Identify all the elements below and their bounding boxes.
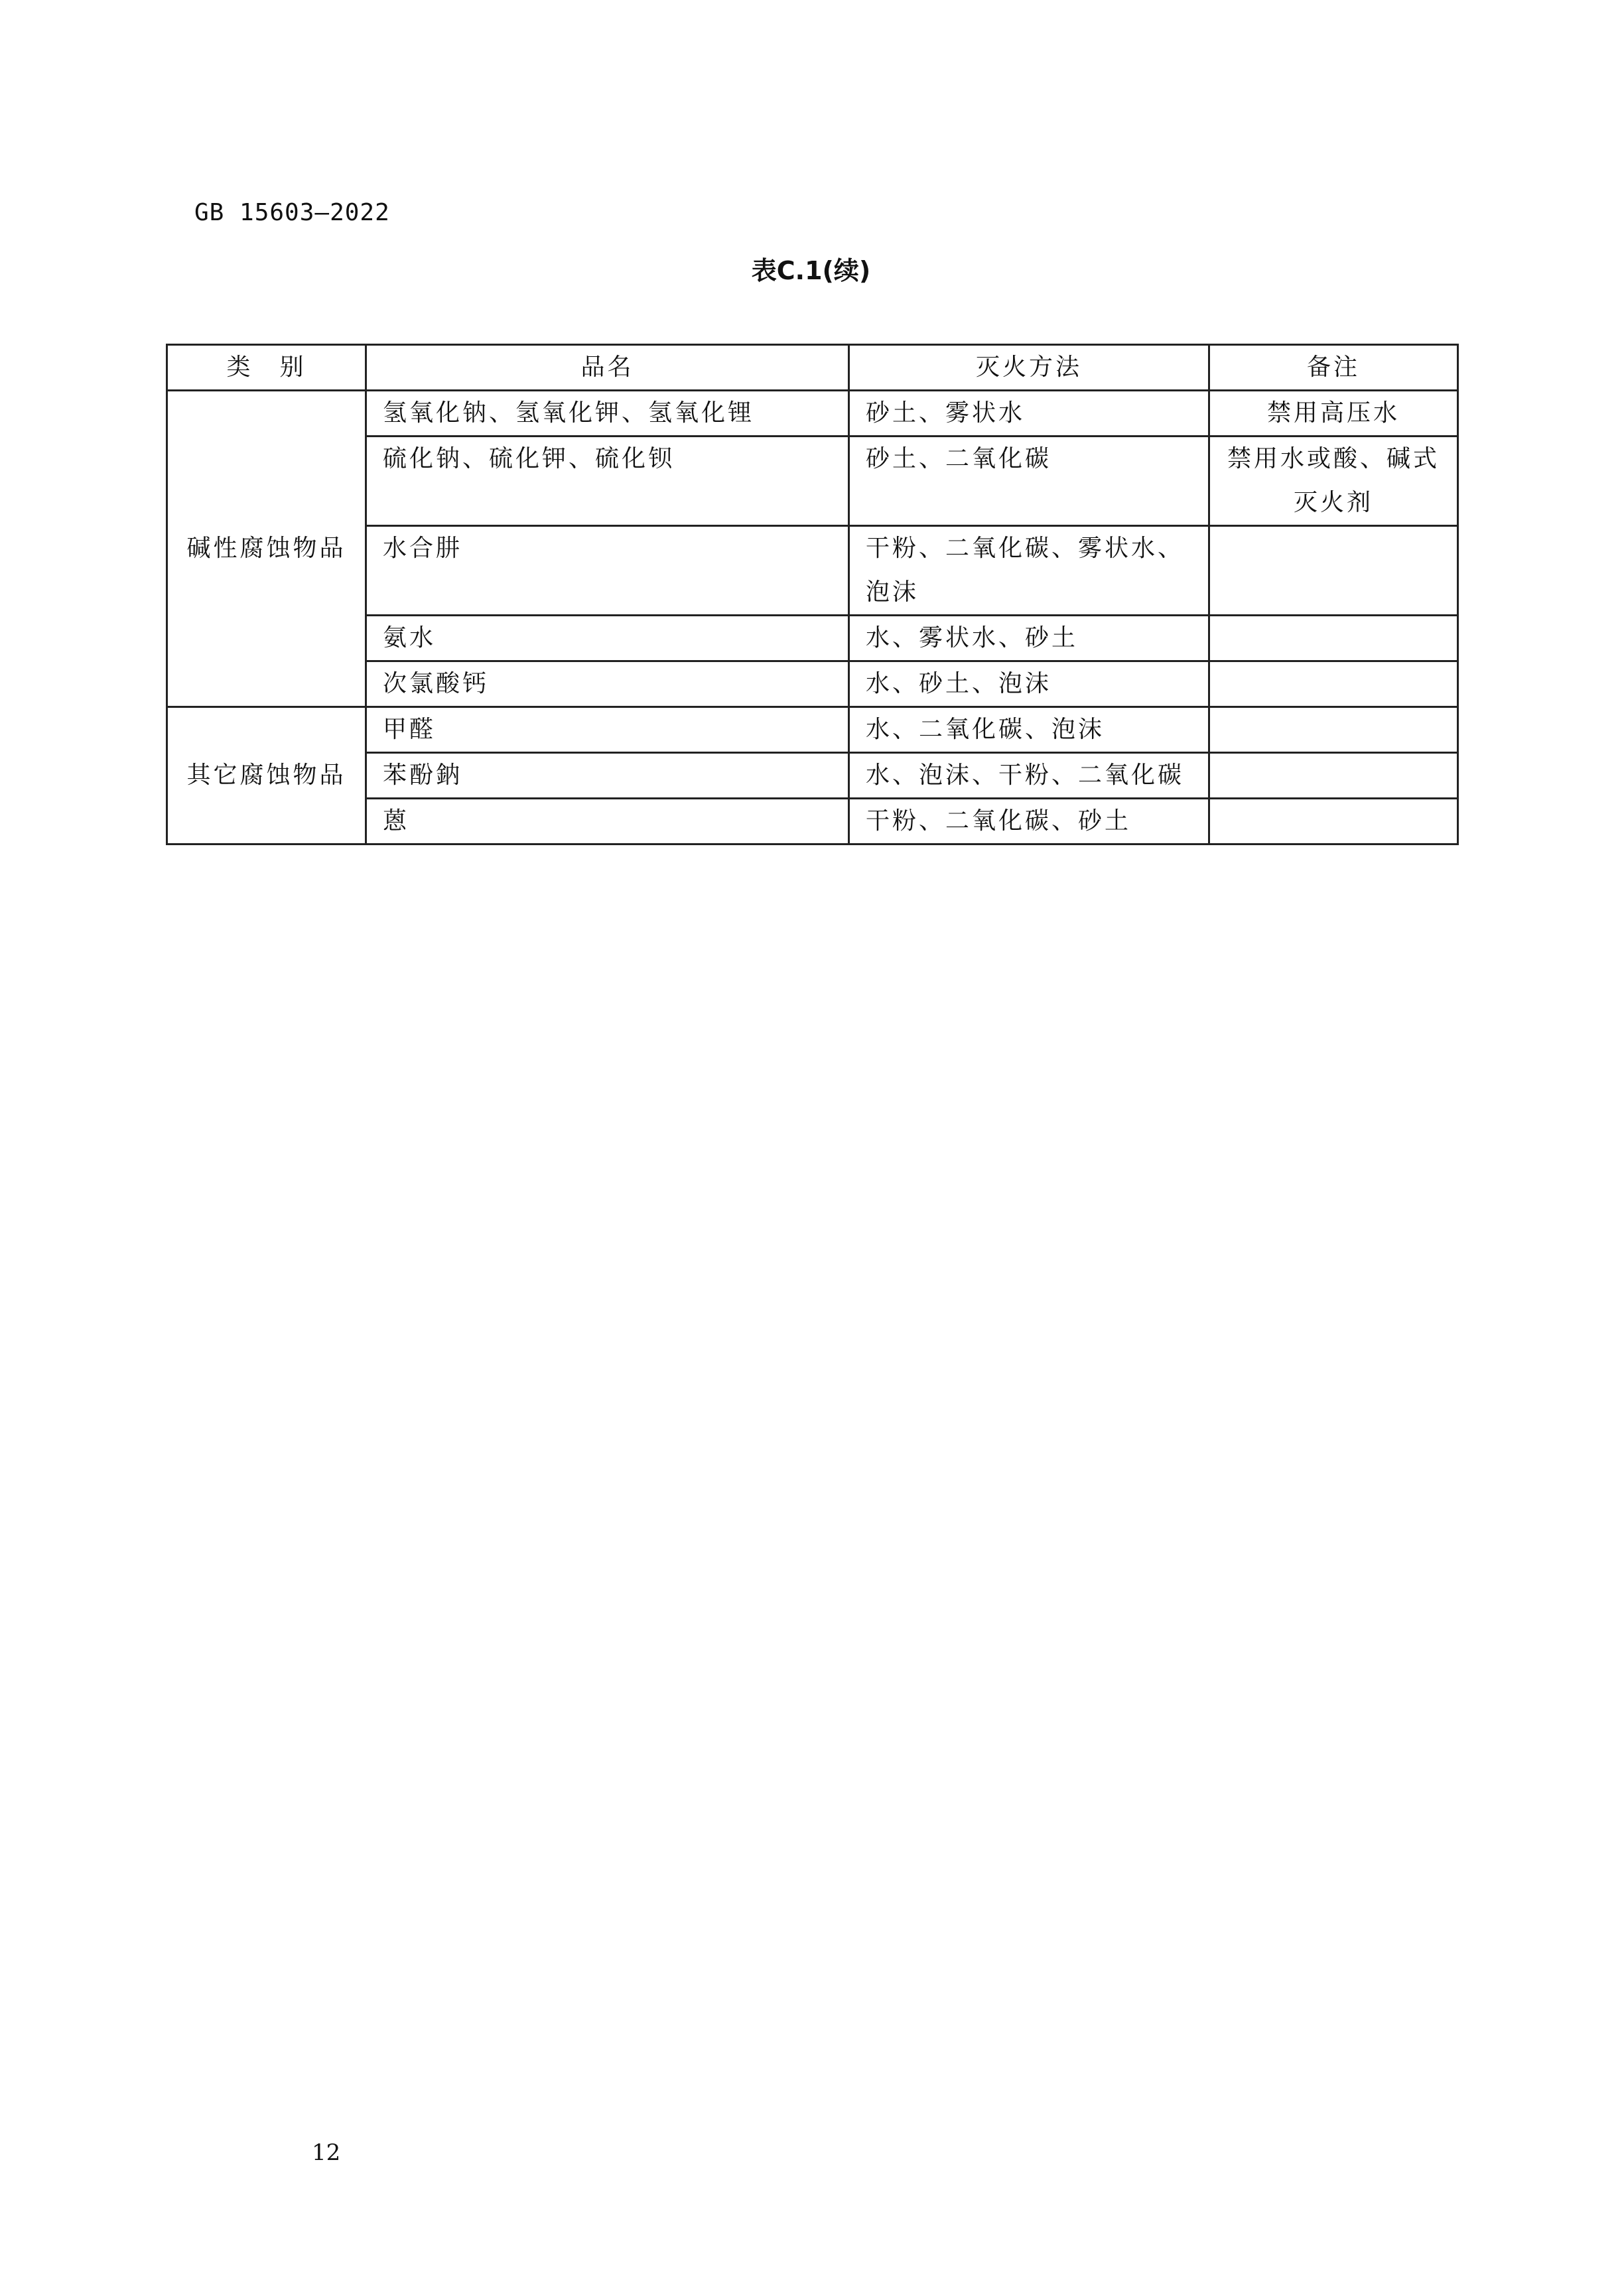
product-name-cell: 氢氧化钠、氢氧化钾、氢氧化锂 (366, 391, 849, 437)
table-title: 表C.1(续) (751, 256, 871, 285)
product-name-cell: 苯酚鈉 (366, 753, 849, 799)
product-name-cell: 氨水 (366, 616, 849, 661)
table-row (167, 707, 1458, 753)
product-name-cell: 水合肼 (366, 526, 849, 616)
header-product-name: 品名 (366, 345, 849, 391)
method-cell: 干粉、二氧化碳、砂土 (849, 799, 1209, 844)
standard-code: GB 15603—2022 (194, 199, 390, 226)
product-name-cell: 次氯酸钙 (366, 661, 849, 707)
note-cell (1209, 526, 1458, 616)
note-cell: 禁用水或酸、碱式灭火剂 (1209, 437, 1458, 526)
page-number: 12 (312, 2139, 341, 2166)
category-cell: 其它腐蚀物品 (167, 707, 366, 844)
header-remarks: 备注 (1209, 345, 1458, 391)
note-cell (1209, 799, 1458, 844)
note-cell: 禁用高压水 (1209, 391, 1458, 437)
header-category: 类 别 (167, 345, 366, 391)
note-cell (1209, 661, 1458, 707)
method-cell: 水、砂土、泡沫 (849, 661, 1209, 707)
method-cell: 水、雾状水、砂土 (849, 616, 1209, 661)
method-cell: 水、二氧化碳、泡沫 (849, 707, 1209, 753)
table-row (167, 391, 1458, 437)
product-name-cell: 蒽 (366, 799, 849, 844)
header-extinguishing-method: 灭火方法 (849, 345, 1209, 391)
product-name-cell: 甲醛 (366, 707, 849, 753)
method-cell: 砂土、雾状水 (849, 391, 1209, 437)
product-name-cell: 硫化钠、硫化钾、硫化钡 (366, 437, 849, 526)
note-cell (1209, 707, 1458, 753)
table-header-row (167, 345, 1458, 391)
method-cell: 砂土、二氧化碳 (849, 437, 1209, 526)
note-cell (1209, 616, 1458, 661)
category-cell: 碱性腐蚀物品 (167, 391, 366, 707)
method-cell: 干粉、二氧化碳、雾状水、泡沫 (849, 526, 1209, 616)
fire-extinguishing-table (166, 344, 1459, 845)
method-cell: 水、泡沫、干粉、二氧化碳 (849, 753, 1209, 799)
note-cell (1209, 753, 1458, 799)
